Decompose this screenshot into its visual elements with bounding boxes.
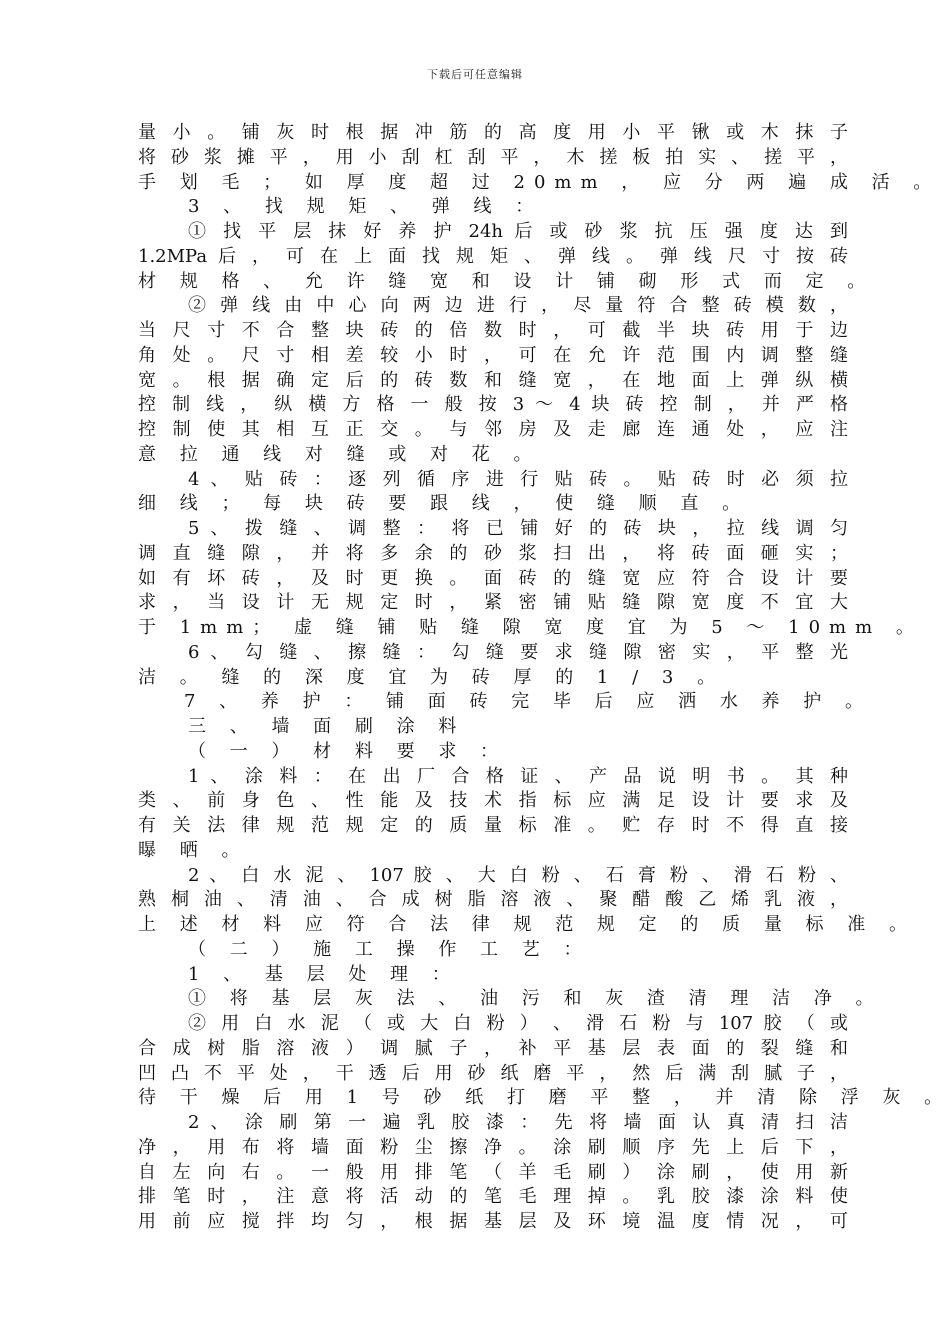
text-line: 宽 。 根 据 确 定 后 的 砖 数 和 缝 宽 ， 在 地 面 上 弹 纵 横 (138, 369, 848, 391)
text-line: 材 规 格 、 允 许 缝 宽 和 设 计 铺 砌 形 式 而 定 。 (138, 270, 875, 292)
text-line: 4 、 贴 砖 ： 逐 列 循 序 进 行 贴 砖 。 贴 砖 时 必 须 拉 (188, 468, 848, 490)
text-line: 自 左 向 右 。 一 般 用 排 笔 （ 羊 毛 刷 ） 涂 刷 ， 使 用 新 (138, 1161, 848, 1183)
text-line: （ 二 ） 施 工 操 作 工 艺 ： (188, 938, 591, 960)
text-line: 1.2MPa 后 ， 可 在 上 面 找 规 矩 、 弹 线 。 弹 线 尺 寸 按 砖 (138, 245, 848, 267)
text-line: 手 划 毛 ； 如 厚 度 超 过 20mm ， 应 分 两 遍 成 活 。 (138, 171, 941, 193)
text-line: 如 有 坏 砖 ， 及 时 更 换 。 面 砖 的 缝 宽 应 符 合 设 计 要 (138, 567, 848, 589)
text-line: 合 成 树 脂 溶 液 ） 调 腻 子 ， 补 平 基 层 表 面 的 裂 缝 和 (138, 1037, 848, 1059)
text-line: （ 一 ） 材 料 要 求 ： (188, 740, 508, 762)
text-line: ① 将 基 层 灰 法 、 油 污 和 灰 渣 清 理 洁 净 。 (188, 988, 883, 1010)
text-line: 意 拉 通 线 对 缝 或 对 花 。 (138, 443, 541, 465)
text-line: 有 关 法 律 规 范 规 定 的 质 量 标 准 。 贮 存 时 不 得 直 接 (138, 815, 848, 836)
text-line: 曝 晒 。 (138, 839, 249, 861)
text-line: 1 、 涂 料 ： 在 出 厂 合 格 证 、 产 品 说 明 书 。 其 种 (188, 765, 848, 787)
text-line: 1 、 基 层 处 理 ： (188, 963, 459, 985)
text-line: 角 处 。 尺 寸 相 差 较 小 时 ， 可 在 允 许 范 围 内 调 整 缝 (138, 344, 848, 366)
text-line: 用 前 应 搅 拌 均 匀 ， 根 据 基 层 及 环 境 温 度 情 况 ， 可 (138, 1211, 848, 1232)
text-line: 熟 桐 油 、 清 油 、 合 成 树 脂 溶 液 、 聚 醋 酸 乙 烯 乳 液 ， (138, 889, 848, 911)
text-line: 7 、 养 护 ： 铺 面 砖 完 毕 后 应 洒 水 养 护 。 (184, 691, 872, 713)
text-line: 控 制 线 ， 纵 横 方 格 一 般 按 3 ～ 4 块 砖 控 制 ， 并 严 格 (138, 394, 848, 416)
text-line: 凹 凸 不 平 处 ， 干 透 后 用 砂 纸 磨 平 ， 然 后 满 刮 腻 子 ， (138, 1062, 848, 1084)
text-line: 排 笔 时 ， 注 意 将 活 动 的 笔 毛 理 掉 。 乳 胶 漆 涂 料 使 (138, 1186, 848, 1208)
text-line: 求 ， 当 设 计 无 规 定 时 ， 紧 密 铺 贴 缝 隙 宽 度 不 宜 大 (138, 592, 848, 614)
text-line: 将 砂 浆 摊 平 ， 用 小 刮 杠 刮 平 ， 木 搓 板 拍 实 、 搓 平 ， (138, 146, 848, 168)
text-line: 5 、 拨 缝 、 调 整 ： 将 已 铺 好 的 砖 块 ， 拉 线 调 匀 (188, 518, 848, 539)
text-line: 洁 。 缝 的 深 度 宜 为 砖 厚 的 1 / 3 。 (138, 666, 725, 688)
text-line: 2 、 涂 刷 第 一 遍 乳 胶 漆 ： 先 将 墙 面 认 真 清 扫 洁 (188, 1112, 848, 1133)
text-line: 三 、 墙 面 刷 涂 料 (188, 716, 466, 737)
text-line: 3 、 找 规 矩 、 弹 线 ： (188, 196, 543, 218)
text-line: 6 、 勾 缝 、 擦 缝 ： 勾 缝 要 求 缝 隙 密 实 ， 平 整 光 (188, 641, 848, 663)
text-line: 类 、 前 身 色 、 性 能 及 技 术 指 标 应 满 足 设 计 要 求 及 (138, 790, 848, 812)
document-body (138, 121, 951, 1235)
text-line: 调 直 缝 隙 ， 并 将 多 余 的 砂 浆 扫 出 ， 将 砖 面 砸 实 ； (138, 542, 848, 564)
text-line: 量 小 。 铺 灰 时 根 据 冲 筋 的 高 度 用 小 平 锹 或 木 抹 子 (138, 122, 848, 143)
text-line: ① 找 平 层 抹 好 养 护 24h 后 或 砂 浆 抗 压 强 度 达 到 (188, 221, 848, 242)
page-header: 下载后可任意编辑 (427, 68, 523, 81)
text-line: 上 述 材 料 应 符 合 法 律 规 范 规 定 的 质 量 标 准 。 (138, 914, 916, 935)
text-line: 2 、 白 水 泥 、 107 胶 、 大 白 粉 、 石 膏 粉 、 滑 石 粉 、 (188, 864, 848, 886)
text-line: ② 弹 线 由 中 心 向 两 边 进 行 ， 尽 量 符 合 整 砖 模 数 ， (188, 295, 848, 317)
text-line: 于 1mm； 虚 缝 铺 贴 缝 隙 宽 度 宜 为 5 ～ 10mm 。 (138, 617, 923, 638)
text-line: 控 制 使 其 相 互 正 交 。 与 邻 房 及 走 廊 连 通 处 ， 应 注 (138, 419, 848, 440)
text-line: 待 干 燥 后 用 1 号 砂 纸 打 磨 平 整 ， 并 清 除 浮 灰 。 (138, 1087, 951, 1109)
text-line: 当 尺 寸 不 合 整 块 砖 的 倍 数 时 ， 可 截 半 块 砖 用 于 边 (138, 320, 848, 341)
text-line: 净 ， 用 布 将 墙 面 粉 尘 擦 净 。 涂 刷 顺 序 先 上 后 下 ， (138, 1136, 848, 1158)
text-line: 细 线 ； 每 块 砖 要 跟 线 ， 使 缝 顺 直 。 (138, 493, 750, 515)
text-line: ② 用 白 水 泥 （ 或 大 白 粉 ） 、 滑 石 粉 与 107 胶 （ 或 (188, 1013, 848, 1034)
